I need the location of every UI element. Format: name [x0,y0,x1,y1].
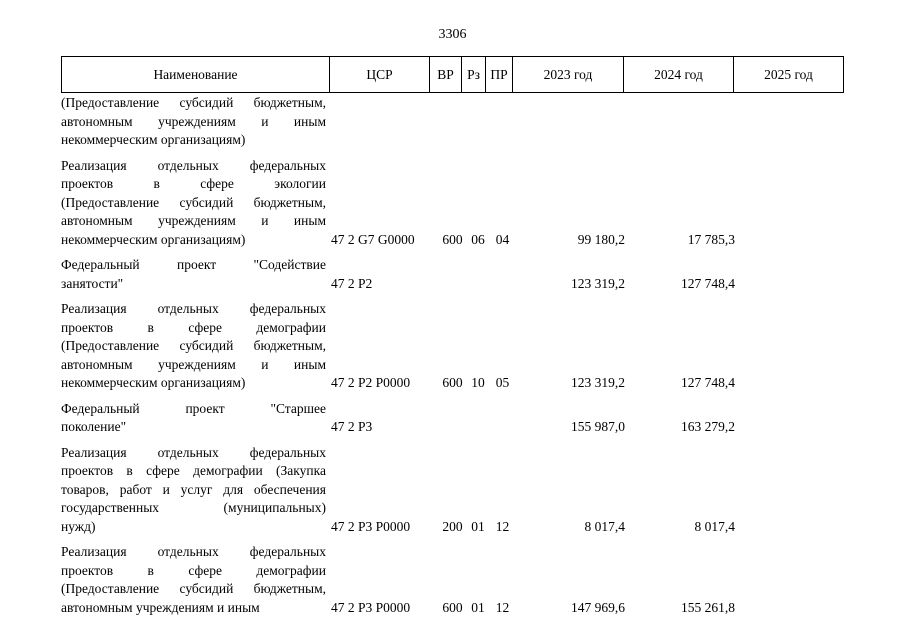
row-value-2024: 127 748,4 [681,275,735,291]
row-csr: 47 2 P2 [331,275,373,291]
row-csr: 47 2 P3 P0000 [331,518,411,534]
row-csr: 47 2 G7 G0000 [331,231,415,247]
row-rz: 01 [471,518,485,534]
row-name-line: Реализация отдельных федеральных [61,301,326,316]
column-header-2023: 2023 год [513,57,624,93]
row-value-2023: 99 180,2 [577,231,625,247]
row-vr: 600 [442,231,463,247]
row-rz: 06 [471,231,485,247]
row-name-line: государственных (муниципальных) [61,500,326,515]
row-value-2024: 8 017,4 [694,518,735,534]
row-name-line: проектов в сфере демографии [61,319,326,335]
row-name-line: автономным учреждениям и иным [61,113,326,129]
table-row [61,300,843,393]
table-row [61,543,843,617]
row-pr: 04 [495,231,510,247]
row-value-2023: 155 987,0 [571,419,625,434]
row-value-2023: 8 017,4 [584,518,625,534]
table-header [61,56,844,93]
row-name-line: (Предоставление субсидий бюджетным, [61,194,326,210]
row-name [61,543,326,617]
row-name-line: Реализация отдельных федеральных [61,444,326,460]
row-value-2024: 163 279,2 [681,419,735,434]
table-row [61,444,843,537]
column-header-rz: Рз [462,57,486,93]
row-pr: 12 [495,518,510,534]
row-name-line: автономным учреждениям и иным [61,599,260,615]
row-csr: 47 2 P3 P0000 [331,599,411,615]
row-name [61,157,326,250]
row-name-line: автономным учреждениям и иным [61,213,326,228]
row-name-line: нужд) [61,518,96,534]
column-header-pr: ПР [486,57,513,93]
row-vr: 200 [442,518,463,534]
row-name [61,256,326,293]
column-header-csr: ЦСР [330,57,430,93]
column-header-2024: 2024 год [624,57,734,93]
row-name-line: некоммерческим организациям) [61,132,246,147]
row-name [61,400,326,437]
column-header-vr: ВР [430,57,462,93]
row-name-line: (Предоставление субсидий бюджетным, [61,581,326,596]
table-row [61,400,843,437]
row-csr: 47 2 P3 [331,419,373,434]
row-name-line: поколение" [61,419,127,434]
row-value-2023: 147 969,6 [571,599,625,615]
column-header-2025: 2025 год [734,57,844,93]
row-name-line: Федеральный проект "Старшее [61,400,326,416]
row-name-line: (Предоставление субсидий бюджетным, [61,95,326,110]
row-csr: 47 2 P2 P0000 [331,375,411,390]
table-body [61,94,843,624]
row-name [61,444,326,537]
table-row [61,94,843,150]
row-name-line: занятости" [61,275,124,291]
row-vr: 600 [442,599,463,615]
table-row [61,256,843,293]
row-rz: 01 [471,599,485,615]
row-name-line: Реализация отдельных федеральных [61,544,326,559]
row-name-line: автономным учреждениям и иным [61,356,326,372]
row-pr: 05 [495,375,510,390]
row-name-line: проектов в сфере экологии [61,176,326,191]
row-value-2024: 127 748,4 [681,375,735,390]
row-name-line: Реализация отдельных федеральных [61,157,326,173]
row-name-line: проектов в сфере демографии [61,562,326,578]
row-name-line: (Предоставление субсидий бюджетным, [61,338,326,353]
row-value-2023: 123 319,2 [571,375,625,390]
row-name-line: некоммерческим организациям) [61,375,246,390]
row-vr: 600 [442,375,463,390]
row-name-line: проектов в сфере демографии (Закупка [61,463,326,478]
row-name-line: Федеральный проект "Содействие [61,257,326,272]
row-rz: 10 [471,375,485,390]
row-value-2024: 155 261,8 [681,599,735,615]
row-value-2024: 17 785,3 [687,231,735,247]
row-name [61,94,326,150]
row-value-2023: 123 319,2 [571,275,625,291]
row-name-line: товаров, работ и услуг для обеспечения [61,481,326,497]
page-number: 3306 [438,27,467,42]
row-name-line: некоммерческим организациям) [61,231,246,247]
column-header-name: Наименование [62,57,330,93]
table-row [61,157,843,250]
row-name [61,300,326,393]
row-pr: 12 [495,599,510,615]
